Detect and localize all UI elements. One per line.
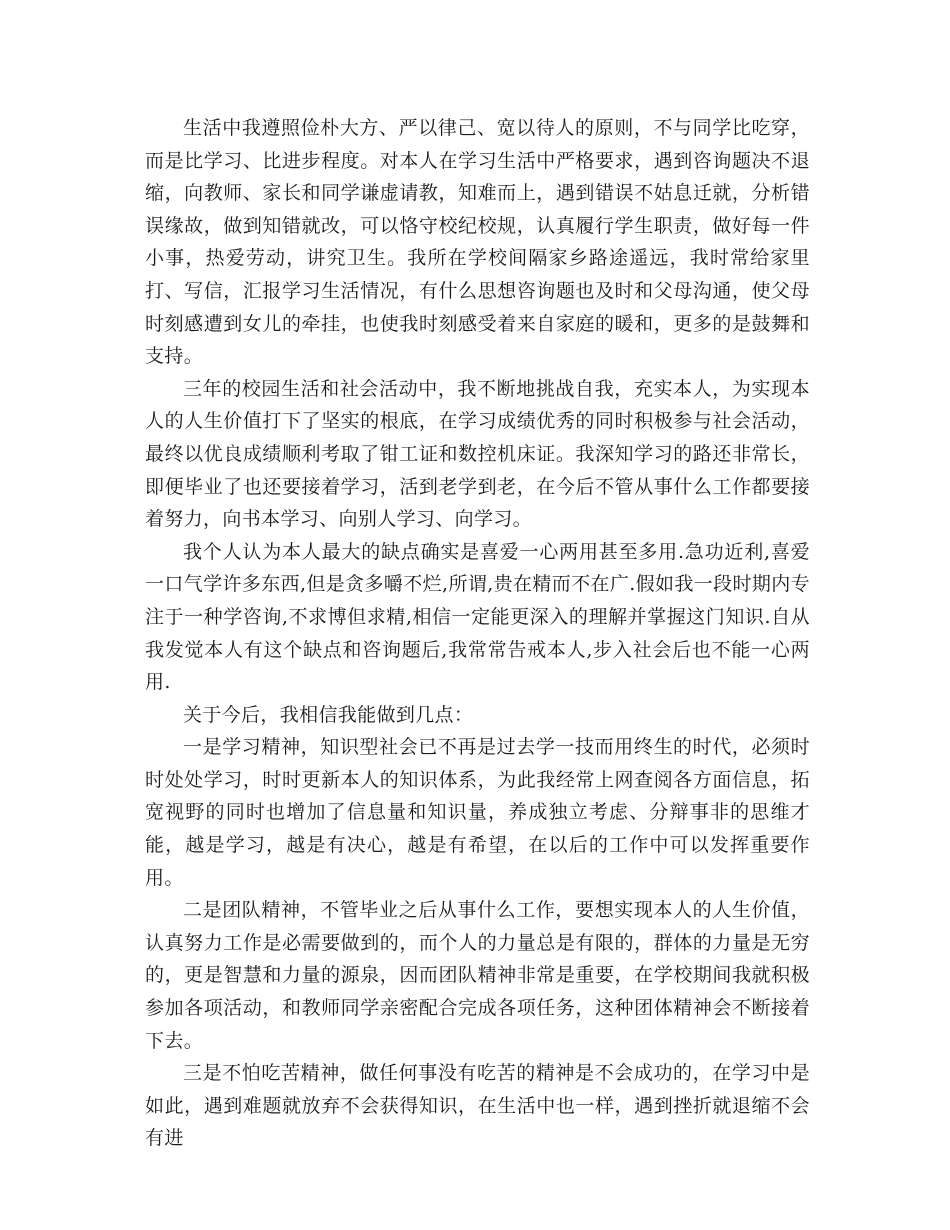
paragraph-5: 一是学习精神，知识型社会已不再是过去学一技而用终生的时代，必须时时处处学习，时时更新本人的知识体系，为此我经常上网查阅各方面信息，拓宽视野的同时也增加了信息量和知识量，养成独立考虑、分辩事非的思维才能，越是学习，越是有决心，越是有希望，在以后的工作中可以发挥重要作用。	[145, 736, 810, 889]
paragraph-4: 关于今后，我相信我能做到几点：	[183, 703, 474, 726]
paragraph-6: 二是团队精神，不管毕业之后从事什么工作，要想实现本人的人生价值，认真努力工作是必需要做到的，而个人的力量总是有限的，群体的力量是无穷的，更是智慧和力量的源泉，因而团队精神非常是重要，在学校期间我就积极参加各项活动，和教师同学亲密配合完成各项任务，这种团体精神会不断接着下去。	[145, 899, 810, 1052]
paragraph-1: 生活中我遵照俭朴大方、严以律己、宽以待人的原则，不与同学比吃穿，而是比学习、比进步程度。对本人在学习生活中严格要求，遇到咨询题决不退缩，向教师、家长和同学谦虚请教，知难而上，遇到错误不姑息迁就，分析错误缘故，做到知错就改，可以恪守校纪校规，认真履行学生职责，做好每一件小事，热爱劳动，讲究卫生。我所在学校间隔家乡路途遥远，我时常给家里打、写信，汇报学习生活情况，有什么思想咨询题也及时和父母沟通，使父母时刻感遭到女儿的牵挂，也使我时刻感受着来自家庭的暖和，更多的是鼓舞和支持。	[145, 117, 810, 368]
paragraph-7: 三是不怕吃苦精神，做任何事没有吃苦的精神是不会成功的，在学习中是如此，遇到难题就放弃不会获得知识，在生活中也一样，遇到挫折就退缩不会有进	[145, 1062, 810, 1150]
paragraph-2: 三年的校园生活和社会活动中，我不断地挑战自我，充实本人，为实现本人的人生价值打下了坚实的根底，在学习成绩优秀的同时积极参与社会活动，最终以优良成绩顺利考取了钳工证和数控机床证。我深知学习的路还非常长，即便毕业了也还要接着学习，活到老学到老，在今后不管从事什么工作都要接着努力，向书本学习、向别人学习、向学习。	[145, 377, 810, 531]
paragraph-3: 我个人认为本人最大的缺点确实是喜爱一心两用甚至多用.急功近利,喜爱一口气学许多东西,但是贪多嚼不烂,所谓,贵在精而不在广.假如我一段时期内专注于一种学咨询,不求博但求精,相信一定能更深入的理解并掌握这门知识.自从我发觉本人有这个缺点和咨询题后,我常常告戒本人,步入社会后也不能一心两用.	[145, 540, 810, 694]
document-body	[145, 112, 810, 1155]
